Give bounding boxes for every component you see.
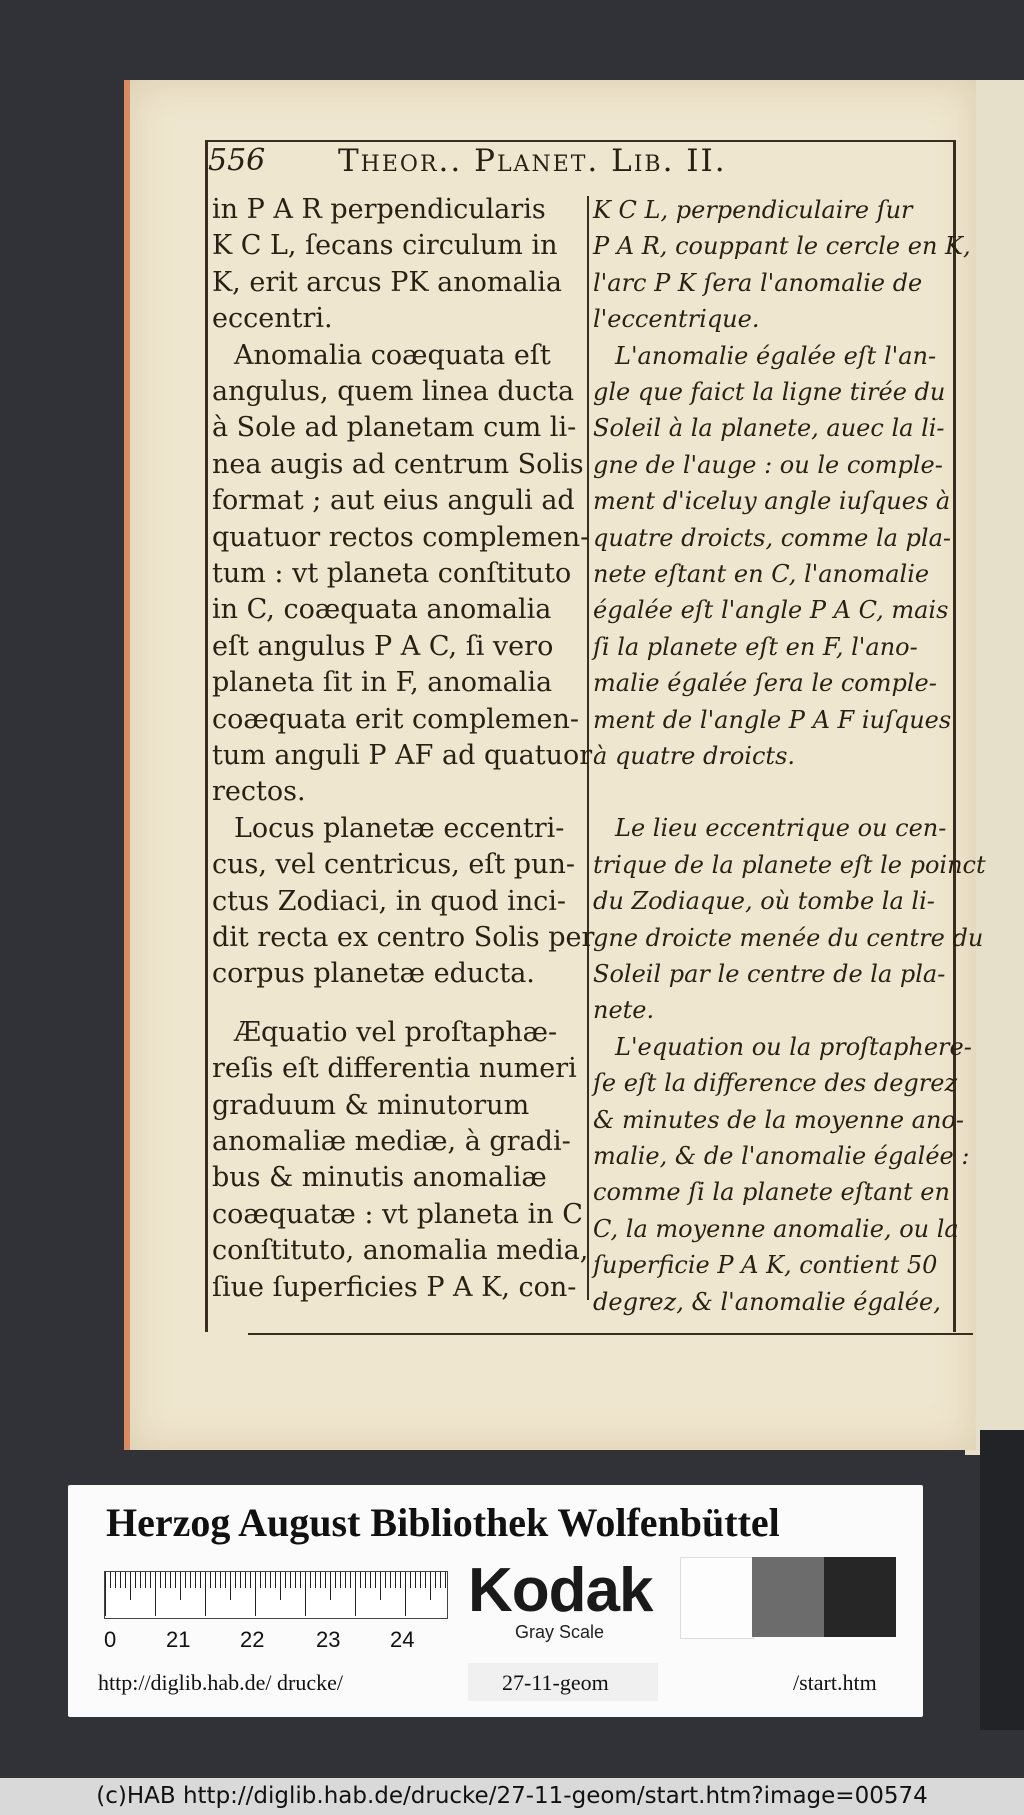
text-line: ſe eſt la difference des degrez	[593, 1069, 958, 1098]
text-line: degrez, & l'anomalie égalée,	[593, 1287, 941, 1316]
ruler-tick	[180, 1572, 181, 1600]
text-line: K C L, perpendiculaire ſur	[593, 196, 913, 224]
text-line: gne de l'auge : ou le comple-	[593, 450, 943, 479]
ruler-tick	[225, 1572, 226, 1588]
text-line: format ; aut eius anguli ad	[212, 485, 575, 517]
ruler-tick	[400, 1572, 401, 1588]
ruler-tick	[165, 1572, 166, 1588]
text-line: cus, vel centricus, eſt pun-	[212, 849, 575, 881]
text-line: à Sole ad planetam cum li-	[212, 412, 577, 444]
text-line: bus & minutis anomaliæ	[212, 1162, 547, 1194]
ruler-tick	[160, 1572, 161, 1588]
text-line: in C, coæquata anomalia	[212, 594, 552, 626]
ruler-tick	[260, 1572, 261, 1588]
ruler-tick	[170, 1572, 171, 1588]
ruler-tick	[275, 1572, 276, 1588]
ruler-tick	[255, 1572, 256, 1616]
ruler-tick	[315, 1572, 316, 1588]
text-line: ſiue ſuperficies P A K, con-	[212, 1271, 577, 1303]
text-line: K, erit arcus PK anomalia	[212, 266, 562, 298]
text-line: C, la moyenne anomalie, ou la	[593, 1214, 959, 1243]
ruler-tick	[435, 1572, 436, 1588]
ruler-tick	[200, 1572, 201, 1588]
text-line: angulus, quem linea ducta	[212, 376, 575, 407]
text-line: tum : vt planeta conſtituto	[212, 558, 572, 589]
text-line: comme ſi la planete eſtant en	[593, 1178, 950, 1207]
text-line: coæquatæ : vt planeta in C	[212, 1198, 583, 1230]
ruler-tick	[360, 1572, 361, 1588]
ruler-tick	[270, 1572, 271, 1588]
ruler-tick	[305, 1572, 306, 1616]
text-line: planeta ſit in F, anomalia	[212, 667, 553, 699]
ruler-tick	[240, 1572, 241, 1588]
ruler-tick	[285, 1572, 286, 1588]
ruler-tick	[410, 1572, 411, 1588]
ruler-tick	[355, 1572, 356, 1616]
ruler-tick	[190, 1572, 191, 1588]
ruler-tick	[375, 1572, 376, 1588]
text-line: quatre droicts, comme la pla-	[593, 523, 952, 552]
text-line: L'anomalie égalée eſt l'an-	[615, 341, 937, 370]
gray-patch-black	[824, 1557, 896, 1637]
ruler-tick	[365, 1572, 366, 1588]
text-line: anomaliæ mediæ, à gradi-	[212, 1126, 571, 1157]
text-line: l'eccentrique.	[593, 305, 760, 334]
text-line: Le lieu eccentrique ou cen-	[615, 814, 947, 843]
text-line: Locus planetæ eccentri-	[234, 812, 565, 844]
ruler-tick	[320, 1572, 321, 1588]
ruler-tick	[425, 1572, 426, 1588]
text-line: ment d'iceluy angle iuſques à	[593, 487, 951, 516]
ruler-tick	[215, 1572, 216, 1588]
bottom-rule	[248, 1333, 973, 1335]
ruler-tick	[330, 1572, 331, 1600]
calibration-target	[68, 1485, 923, 1717]
ruler-tick	[325, 1572, 326, 1588]
ruler-tick	[380, 1572, 381, 1600]
text-line: graduum & minutorum	[212, 1089, 530, 1121]
ruler-tick	[405, 1572, 406, 1616]
ruler-tick	[395, 1572, 396, 1588]
gray-patch-white	[680, 1557, 754, 1639]
ruler-tick	[210, 1572, 211, 1588]
ruler-tick	[120, 1572, 121, 1588]
ruler-label: 21	[166, 1627, 191, 1652]
ruler-tick	[155, 1572, 156, 1616]
text-line: tum anguli P AF ad quatuor	[212, 740, 593, 771]
ruler-tick	[280, 1572, 281, 1600]
text-line: corpus planetæ educta.	[212, 958, 535, 990]
ruler-tick	[220, 1572, 221, 1588]
ruler-tick	[140, 1572, 141, 1588]
gray-patch-mid	[752, 1557, 824, 1637]
ruler-tick	[110, 1572, 111, 1588]
ruler-tick	[350, 1572, 351, 1588]
ruler-tick	[445, 1572, 446, 1588]
text-line: K C L, ſecans circulum in	[212, 230, 558, 262]
text-line: nete.	[593, 996, 655, 1025]
text-line: l'arc P K ſera l'anomalie de	[593, 268, 923, 297]
text-line: gle que faict la ligne tirée du	[593, 378, 946, 406]
ruler-tick	[235, 1572, 236, 1588]
page-number: 556	[208, 143, 266, 178]
ruler-tick	[415, 1572, 416, 1588]
text-line: gne droicte menée du centre du	[593, 923, 984, 952]
ruler-tick	[420, 1572, 421, 1588]
ruler-tick	[290, 1572, 291, 1588]
next-page-shadow	[980, 1430, 1024, 1730]
gray-scale-label: Gray Scale	[515, 1622, 605, 1642]
text-line: nea augis ad centrum Solis	[212, 448, 584, 480]
ruler	[104, 1571, 448, 1619]
ruler-tick	[230, 1572, 231, 1600]
ruler-tick	[105, 1572, 106, 1616]
ruler-tick	[300, 1572, 301, 1588]
text-line: du Zodiaque, où tombe la li-	[593, 887, 935, 916]
text-line: malie, & de l'anomalie égalée :	[593, 1142, 970, 1170]
running-title: Theor.. Planet. Lib. II.	[338, 143, 727, 179]
text-line: ctus Zodiaci, in quod inci-	[212, 885, 567, 917]
url-mid: 27-11-geom	[502, 1670, 609, 1695]
ruler-tick	[185, 1572, 186, 1588]
ruler-tick	[205, 1572, 206, 1616]
text-line: quatuor rectos complemen-	[212, 521, 590, 553]
ruler-tick	[245, 1572, 246, 1588]
url-right: /start.htm	[793, 1670, 877, 1695]
ruler-label: 24	[390, 1627, 415, 1652]
ruler-tick	[130, 1572, 131, 1600]
ruler-tick	[340, 1572, 341, 1588]
ruler-tick	[125, 1572, 126, 1588]
text-line: reſis eſt differentia numeri	[212, 1053, 577, 1085]
ruler-tick	[115, 1572, 116, 1588]
text-line: & minutes de la moyenne ano-	[593, 1105, 964, 1134]
ruler-tick	[250, 1572, 251, 1588]
text-line: eccentri.	[212, 303, 333, 335]
ruler-tick	[390, 1572, 391, 1588]
ruler-tick	[265, 1572, 266, 1588]
text-line: malie égalée ſera le comple-	[593, 669, 937, 698]
text-line: coæquata erit complemen-	[212, 703, 579, 735]
text-line: ſuperficie P A K, contient 50	[593, 1251, 938, 1280]
text-line: Soleil à la planete, auec la li-	[593, 414, 945, 443]
text-line: P A R, couppant le cercle en K,	[593, 232, 971, 261]
library-name: Herzog August Bibliothek Wolfenbüttel	[106, 1500, 780, 1545]
ruler-tick	[345, 1572, 346, 1588]
text-line: ment de l'angle P A F iuſques	[593, 705, 952, 734]
ruler-label: 23	[316, 1627, 341, 1652]
ruler-tick	[440, 1572, 441, 1588]
text-line: rectos.	[212, 776, 306, 808]
ruler-tick	[145, 1572, 146, 1588]
ruler-tick	[370, 1572, 371, 1588]
text-line: Soleil par le centre de la pla-	[593, 960, 946, 988]
ruler-tick	[310, 1572, 311, 1588]
text-line: égalée eſt l'angle P A C, mais	[593, 596, 949, 625]
ruler-tick	[385, 1572, 386, 1588]
text-line: conſtituto, anomalia media,	[212, 1235, 589, 1267]
footer-caption: (c)HAB http://diglib.hab.de/drucke/27-11-geom/start.htm?image=00574	[0, 1778, 1024, 1815]
text-line: eſt angulus P A C, ſi vero	[212, 630, 554, 662]
text-line: à quatre droicts.	[593, 742, 796, 770]
ruler-tick	[430, 1572, 431, 1600]
text-line: Æquatio vel proſtaphæ-	[234, 1016, 558, 1048]
text-line: nete eſtant en C, l'anomalie	[593, 560, 930, 588]
text-line: L'equation ou la proſtaphere-	[615, 1032, 972, 1061]
ruler-tick	[150, 1572, 151, 1588]
ruler-tick	[295, 1572, 296, 1588]
ruler-tick	[175, 1572, 176, 1588]
text-line: dit recta ex centro Solis per	[212, 922, 595, 953]
text-line: ſi la planete eſt en F, l'ano-	[593, 632, 918, 661]
kodak-logo: Kodak	[468, 1556, 653, 1625]
ruler-tick	[335, 1572, 336, 1588]
ruler-tick	[135, 1572, 136, 1588]
text-line: Anomalia coæquata eſt	[234, 339, 551, 371]
text-line: in P A R perpendicularis	[212, 194, 546, 225]
ruler-label: 22	[240, 1627, 265, 1652]
text-line: trique de la planete eſt le poinct	[593, 850, 986, 879]
url-left: http://diglib.hab.de/ drucke/	[98, 1670, 344, 1695]
ruler-tick	[195, 1572, 196, 1588]
ruler-label: 0	[104, 1627, 117, 1652]
